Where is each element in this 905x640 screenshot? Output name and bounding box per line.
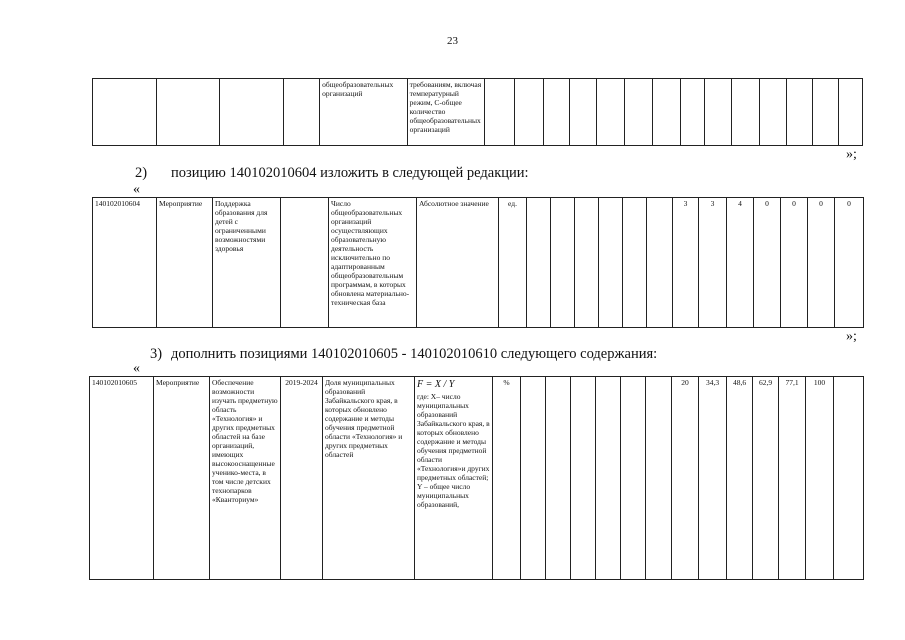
cell [834,377,864,580]
value-cell: 3 [699,198,727,328]
type-cell: Мероприятие [154,377,210,580]
code-cell: 140102010604 [93,198,157,328]
value-cell: 62,9 [753,377,779,580]
method-cell: требованиям, включая температурный режим, С-общее количество общеобразовательных организаций [407,79,484,146]
name-cell: Обеспечение возможности изучать предметную область «Технология» и других предметных областей на базе организаций, имеющих высокооснащенные ученико-места, в том числе детских технопарков «Кванториум» [210,377,281,580]
instruction-number: 2) [135,165,148,181]
cell [219,79,283,146]
value-cell: 20 [672,377,699,580]
value-cell: 4 [727,198,754,328]
instruction-text: позицию 140102010604 изложить в следующей редакции: [171,165,529,181]
value-cell: 0 [754,198,781,328]
cell [93,79,157,146]
table-position-605 [89,376,864,580]
value-cell: 34,3 [699,377,727,580]
indicator-cell: Число общеобразовательных организаций осуществляющих образовательную деятельность исключительно по адаптированным общеобразовательным программам, в которых обновлена материально-техническая база [329,198,417,328]
type-cell: Мероприятие [157,198,213,328]
code-cell: 140102010605 [90,377,154,580]
formula: F = X / Y [417,379,455,390]
indicator-cell: общеобразовательных организаций [320,79,407,146]
value-cell: 100 [806,377,834,580]
table-position-604 [92,197,864,328]
method-text: где: X– число муниципальных образований Забайкальского края, в которых обновлено содержание и методы обучения предметной области «Технология»и других предметных областей; Y – общее число муниципальных образований, [417,392,490,509]
value-cell: 77,1 [779,377,806,580]
page-number: 23 [447,35,458,47]
indicator-cell: Доля муниципальных образований Забайкальского края, в которых обновлено содержание и методы обучения предметной области «Технология» и других предметных областей [323,377,415,580]
closing-quote: »; [846,147,857,162]
opening-quote: « [133,361,140,376]
value-cell: 48,6 [727,377,753,580]
cell [283,79,319,146]
method-cell [415,377,493,580]
opening-quote: « [133,182,140,197]
period-cell [281,198,329,328]
method-cell: Абсолютное значение [417,198,499,328]
unit-cell: ед. [499,198,527,328]
closing-quote: »; [846,329,857,344]
value-cell: 0 [781,198,808,328]
table-fragment-top [92,78,863,146]
instruction-text: дополнить позициями 140102010605 - 140102010610 следующего содержания: [171,346,658,362]
unit-cell: % [493,377,521,580]
cell [157,79,219,146]
value-cell: 0 [835,198,864,328]
instruction-number: 3) [150,346,163,362]
value-cell: 3 [673,198,699,328]
name-cell: Поддержка образования для детей с ограниченными возможностями здоровья [213,198,281,328]
period-cell: 2019-2024 [281,377,323,580]
value-cell: 0 [808,198,835,328]
